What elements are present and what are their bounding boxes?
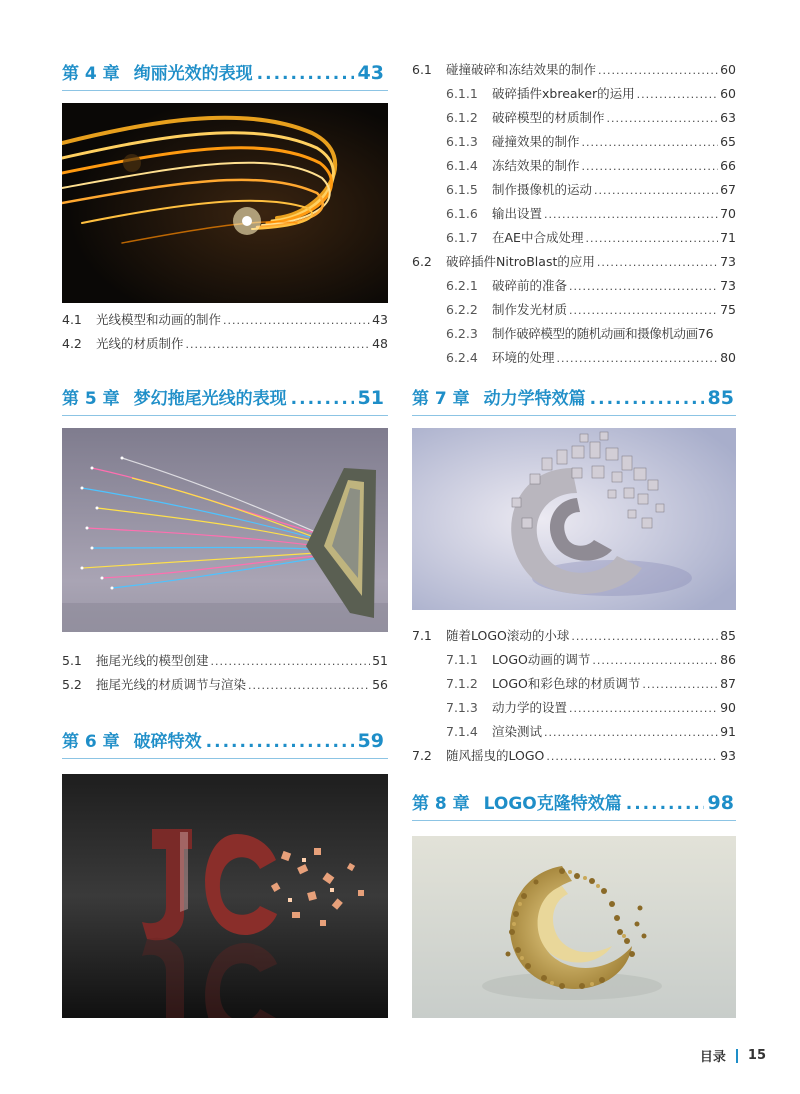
toc-entry[interactable] [446,182,736,199]
entry-number: 4.1 [62,312,82,327]
entry-number: 6.1 [412,62,432,77]
entry-page: 70 [720,206,736,221]
leader-dots [544,725,718,741]
chapter-page: 59 [357,730,384,752]
leader-dots [597,255,718,271]
chapter-rule [412,415,736,416]
light-streak-image [62,103,388,303]
entry-title: LOGO动画的调节 [492,652,591,667]
entry-page: 90 [720,700,736,715]
entry-title: 制作破碎模型的随机动画和摄像机动画 [492,326,698,341]
chapter-rule [412,820,736,821]
leader-dots [186,337,371,353]
chapter-6-heading[interactable] [62,731,384,752]
entry-page: 65 [720,134,736,149]
entry-title: 拖尾光线的材质调节与渲染 [96,677,247,692]
toc-entry[interactable] [62,653,388,670]
toc-entry[interactable] [412,254,736,271]
chapter-label: 第 4 章 [62,64,120,84]
entry-title: 碰撞效果的制作 [492,134,580,149]
entry-title: 环境的处理 [492,350,555,365]
leader-dots [206,732,354,752]
leader-dots [594,183,718,199]
entry-page: 73 [720,278,736,293]
toc-entry[interactable] [446,206,736,223]
chapter-page: 98 [707,792,734,814]
entry-page: 80 [720,350,736,365]
leader-dots [582,135,719,151]
dynamics-logo-image [412,428,736,610]
entry-title: 破碎模型的材质制作 [492,110,605,125]
entry-number: 6.1.7 [446,230,478,245]
entry-page: 75 [720,302,736,317]
entry-number: 5.1 [62,653,82,668]
toc-entry[interactable] [62,336,388,353]
entry-title: 随着LOGO滚动的小球 [446,628,570,643]
entry-page: 71 [720,230,736,245]
leader-dots [546,749,718,765]
chapter-page: 43 [357,62,384,84]
leader-dots [544,207,718,223]
entry-title: 光线模型和动画的制作 [96,312,222,327]
chapter-7-heading[interactable] [412,388,734,409]
footer-section: 目录 [699,1050,726,1065]
leader-dots [590,389,704,409]
entry-number: 6.1.1 [446,86,478,101]
chapter-label: 第 5 章 [62,389,120,409]
entry-page: 51 [372,653,388,668]
entry-page: 60 [720,62,736,77]
entry-number: 6.1.4 [446,158,478,173]
entry-number: 7.1.1 [446,652,478,667]
page-footer [700,1046,766,1065]
entry-title: 光线的材质制作 [96,336,184,351]
entry-page: 60 [720,86,736,101]
toc-entry[interactable] [446,676,736,693]
toc-entry[interactable] [446,230,736,247]
leader-dots [291,389,354,409]
entry-number: 6.2.2 [446,302,478,317]
entry-page: 93 [720,748,736,763]
entry-number: 6.1.3 [446,134,478,149]
entry-page: 76 [697,326,714,341]
chapter-8-heading[interactable] [412,793,734,814]
toc-entry[interactable] [446,700,736,717]
entry-number: 6.2 [412,254,432,269]
entry-number: 5.2 [62,677,82,692]
toc-entry[interactable] [62,312,388,329]
shatter-logo-image [62,774,388,1018]
entry-page: 67 [720,182,736,197]
chapter-rule [62,90,388,91]
leader-dots [592,653,718,669]
entry-page: 63 [720,110,736,125]
entry-page: 56 [372,677,388,692]
entry-page: 66 [720,158,736,173]
footer-divider [736,1049,738,1063]
toc-entry[interactable] [446,278,736,295]
chapter-page: 85 [707,387,734,409]
entry-page: 91 [720,724,736,739]
entry-number: 7.1.2 [446,676,478,691]
entry-title: 制作发光材质 [492,302,568,317]
leader-dots [582,159,719,175]
chapter-label: 第 6 章 [62,732,120,752]
leader-dots [569,279,718,295]
entry-title: 在AE中合成处理 [492,230,584,245]
leader-dots [569,303,718,319]
leader-dots [642,677,718,693]
toc-entry[interactable] [412,628,736,645]
entry-title: LOGO和彩色球的材质调节 [492,676,641,691]
toc-entry[interactable] [446,158,736,175]
toc-entry[interactable] [446,86,736,103]
logo-clone-image [412,836,736,1018]
entry-page: 85 [720,628,736,643]
chapter-label: 第 8 章 [412,794,470,814]
page-number: 15 [747,1048,766,1063]
toc-entry[interactable] [446,110,736,127]
leader-dots [557,351,719,367]
leader-dots [637,87,718,103]
entry-number: 7.1.3 [446,700,478,715]
entry-number: 7.2 [412,748,432,763]
toc-entry[interactable] [446,326,736,342]
entry-number: 6.1.5 [446,182,478,197]
entry-title: 制作摄像机的运动 [492,182,593,197]
chapter-title: 动力学特效篇 [483,389,586,409]
leader-dots [571,629,718,645]
chapter-4-heading[interactable] [62,63,384,84]
entry-number: 7.1.4 [446,724,478,739]
entry-title: 碰撞破碎和冻结效果的制作 [446,62,597,77]
entry-title: 随风摇曳的LOGO [446,748,545,763]
entry-page: 73 [720,254,736,269]
entry-number: 7.1 [412,628,432,643]
chapter-rule [62,415,388,416]
leader-dots [598,63,718,79]
entry-title: 输出设置 [492,206,543,221]
toc-entry[interactable] [412,62,736,79]
chapter-title: 绚丽光效的表现 [133,64,253,84]
chapter-title: LOGO克隆特效篇 [483,794,622,814]
trail-lines-image [62,428,388,632]
chapter-rule [62,758,388,759]
leader-dots [211,654,371,670]
leader-dots [626,794,704,814]
toc-entry[interactable] [62,677,388,694]
toc-entry[interactable] [446,652,736,669]
entry-number: 6.1.6 [446,206,478,221]
entry-page: 86 [720,652,736,667]
leader-dots [569,701,718,717]
leader-dots [223,313,370,329]
entry-title: 破碎插件NitroBlast的应用 [446,254,595,269]
toc-entry[interactable] [446,134,736,151]
entry-title: 动力学的设置 [492,700,568,715]
chapter-title: 破碎特效 [133,732,202,752]
toc-entry[interactable] [446,724,736,741]
entry-number: 4.2 [62,336,82,351]
chapter-page: 51 [357,387,384,409]
entry-page: 48 [372,336,388,351]
entry-title: 冻结效果的制作 [492,158,580,173]
toc-entry[interactable] [446,302,736,319]
entry-page: 87 [720,676,736,691]
toc-entry[interactable] [446,350,736,367]
chapter-title: 梦幻拖尾光线的表现 [133,389,287,409]
chapter-label: 第 7 章 [412,389,470,409]
leader-dots [585,231,718,247]
entry-title: 渲染测试 [492,724,543,739]
entry-title: 破碎前的准备 [492,278,568,293]
leader-dots [257,64,354,84]
entry-number: 6.2.4 [446,350,478,365]
entry-number: 6.1.2 [446,110,478,125]
entry-number: 6.2.3 [446,326,478,341]
leader-dots [248,678,370,694]
toc-entry[interactable] [412,748,736,765]
entry-number: 6.2.1 [446,278,478,293]
chapter-5-heading[interactable] [62,388,384,409]
entry-title: 拖尾光线的模型创建 [96,653,209,668]
entry-title: 破碎插件xbreaker的运用 [492,86,635,101]
leader-dots [607,111,719,127]
entry-page: 43 [372,312,388,327]
